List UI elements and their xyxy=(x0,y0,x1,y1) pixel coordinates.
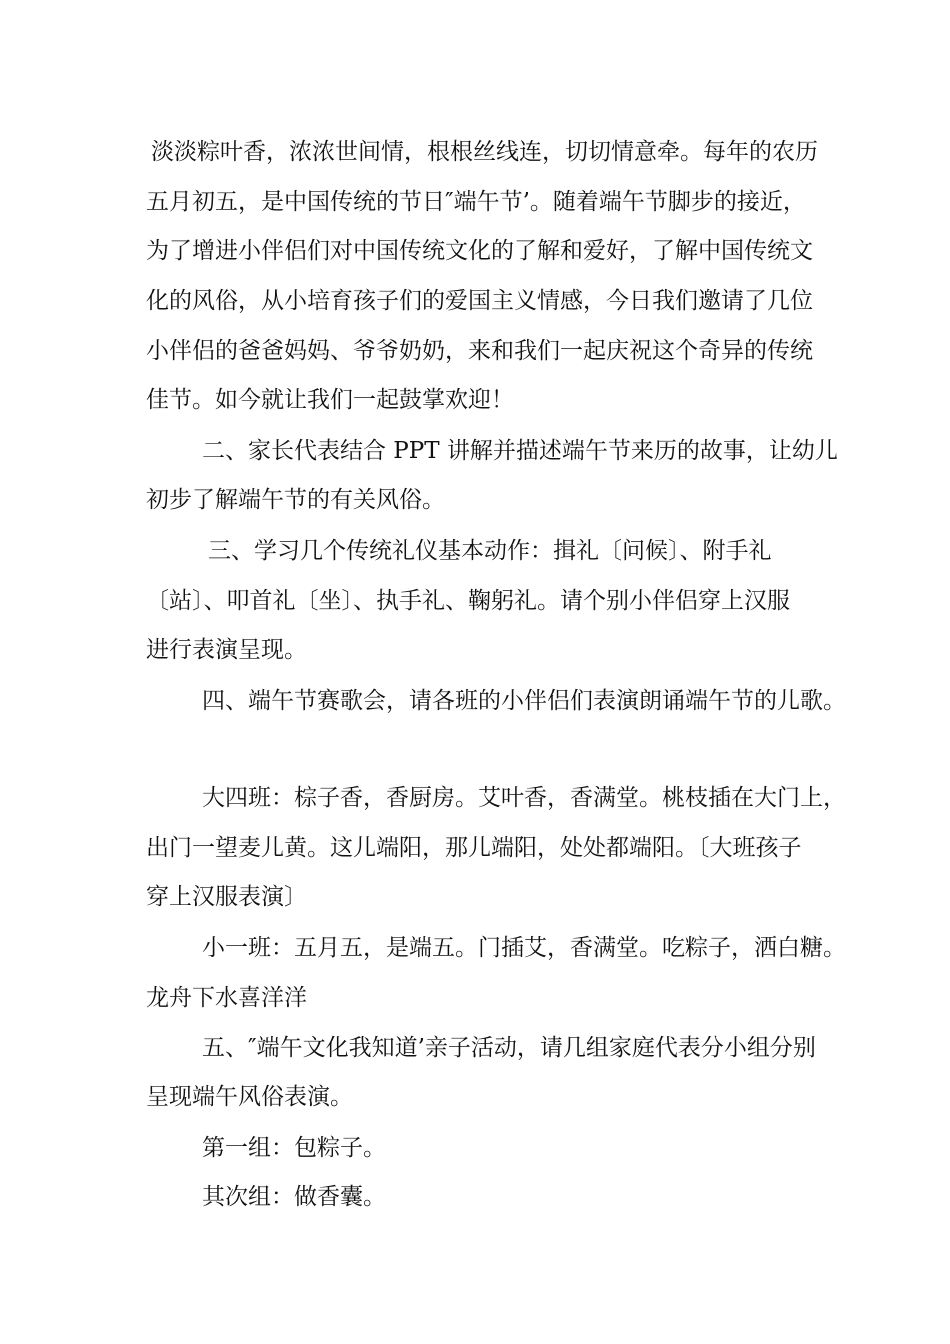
paragraph-line: 小一班：五月五，是端五。门插艾，香满堂。吃粽子，洒白糖。 xyxy=(202,935,846,961)
paragraph-line: 龙舟下水喜洋洋 xyxy=(146,985,307,1011)
paragraph-line: 淡淡粽叶香，浓浓世间情，根根丝线连，切切情意牵。每年的农历 xyxy=(151,139,818,165)
paragraph-line: 佳节。如今就让我们一起鼓掌欢迎！ xyxy=(146,387,514,413)
paragraph-line: 〔站〕、叩首礼〔坐〕、执手礼、鞠躬礼。请个别小伴侣穿上汉服 xyxy=(146,588,790,614)
paragraph-line: 进行表演呈现。 xyxy=(146,637,307,663)
paragraph-line: 其次组：做香囊。 xyxy=(202,1184,386,1210)
paragraph-line: 初步了解端午节的有关风俗。 xyxy=(146,487,445,513)
paragraph-line: 四、端午节赛歌会，请各班的小伴侣们表演朗诵端午节的儿歌。 xyxy=(202,688,846,714)
paragraph-line: 为了增进小伴侣们对中国传统文化的了解和爱好，了解中国传统文 xyxy=(146,238,813,264)
paragraph-line: 小伴侣的爸爸妈妈、爷爷奶奶，来和我们一起庆祝这个奇异的传统 xyxy=(146,338,813,364)
paragraph-line: 化的风俗，从小培育孩子们的爱国主义情感，今日我们邀请了几位 xyxy=(146,288,813,314)
paragraph-line: 五、″端午文化我知道’亲子活动，请几组家庭代表分小组分别 xyxy=(202,1035,816,1061)
paragraph-line: 大四班：棕子香，香厨房。艾叶香，香满堂。桃枝插在大门上， xyxy=(202,785,846,811)
paragraph-line: 出门一望麦儿黄。这儿端阳，那儿端阳，处处都端阳。〔大班孩子 xyxy=(146,835,802,861)
paragraph-line: 三、学习几个传统礼仪基本动作：揖礼〔问候〕、附手礼 xyxy=(208,538,772,564)
paragraph-line: 呈现端午风俗表演。 xyxy=(146,1084,353,1110)
paragraph-line: 第一组：包粽子。 xyxy=(202,1135,386,1161)
paragraph-line: 穿上汉服表演〕 xyxy=(146,884,307,910)
paragraph-line: 二、家长代表结合 PPT 讲解并描述端午节来历的故事，让幼儿 xyxy=(202,438,838,464)
paragraph-line: 五月初五，是中国传统的节日″端午节’。随着端午节脚步的接近， xyxy=(146,189,806,215)
